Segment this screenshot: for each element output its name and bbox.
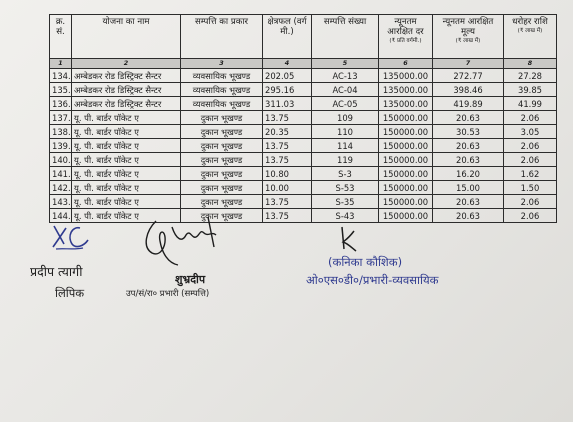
- scheme-name-cell: अम्बेडकर रोड डिस्ट्रिक्ट सैन्टर: [72, 83, 181, 97]
- property-type-cell: दुकान भूखण्ड: [181, 167, 263, 181]
- earnest-money-cell: 1.50: [504, 181, 557, 195]
- property-incharge-name: शुभ्रदीप: [175, 273, 206, 286]
- area-cell: 13.75: [263, 111, 312, 125]
- reserve-rate-cell: 135000.00: [379, 69, 433, 83]
- property-number-cell: 114: [312, 139, 379, 153]
- header-row: [50, 15, 557, 59]
- property-number-cell: AC-05: [312, 97, 379, 111]
- header-serial-no: [50, 15, 72, 59]
- earnest-money-cell: 3.05: [504, 125, 557, 139]
- header-area-label: क्षेत्रफल (वर्ग मी.): [267, 17, 307, 37]
- scheme-name-cell: यू. पी. बार्डर पॉकेट ए: [72, 125, 181, 139]
- table-row: [50, 209, 557, 223]
- header-min-reserve-value-label: न्यूनतम आरक्षित मूल्य: [442, 17, 494, 37]
- area-cell: 13.75: [263, 139, 312, 153]
- header-min-reserve-value: [433, 15, 504, 59]
- reserve-value-cell: 30.53: [433, 125, 504, 139]
- header-earnest-money: [504, 15, 557, 59]
- serial-no-cell: 144.: [50, 209, 72, 223]
- table-row: [50, 125, 557, 139]
- earnest-money-cell: 2.06: [504, 139, 557, 153]
- serial-no-cell: 134.: [50, 69, 72, 83]
- header-min-reserve-value-unit: (₹ लाख में): [455, 38, 481, 44]
- scheme-name-cell: यू. पी. बार्डर पॉकेट ए: [72, 195, 181, 209]
- column-number: 4: [263, 59, 312, 69]
- property-type-cell: दुकान भूखण्ड: [181, 209, 263, 223]
- table-row: [50, 83, 557, 97]
- reserve-value-cell: 20.63: [433, 111, 504, 125]
- header-property-type: [181, 15, 263, 59]
- column-number: 8: [504, 59, 557, 69]
- column-number: 6: [379, 59, 433, 69]
- area-cell: 13.75: [263, 153, 312, 167]
- header-serial-no-label: क्र. सं.: [55, 17, 66, 37]
- property-type-cell: दुकान भूखण्ड: [181, 139, 263, 153]
- header-scheme-name-label: योजना का नाम: [102, 17, 150, 27]
- earnest-money-cell: 2.06: [504, 153, 557, 167]
- property-number-cell: S-35: [312, 195, 379, 209]
- earnest-money-cell: 39.85: [504, 83, 557, 97]
- scheme-name-cell: यू. पी. बार्डर पॉकेट ए: [72, 209, 181, 223]
- serial-no-cell: 142.: [50, 181, 72, 195]
- scheme-name-cell: अम्बेडकर रोड डिस्ट्रिक्ट सैन्टर: [72, 97, 181, 111]
- property-number-cell: 110: [312, 125, 379, 139]
- table-row: [50, 195, 557, 209]
- reserve-value-cell: 15.00: [433, 181, 504, 195]
- property-type-cell: व्यवसायिक भूखण्ड: [181, 69, 263, 83]
- scheme-name-cell: यू. पी. बार्डर पॉकेट ए: [72, 111, 181, 125]
- property-number-cell: AC-04: [312, 83, 379, 97]
- property-type-cell: व्यवसायिक भूखण्ड: [181, 97, 263, 111]
- column-number: 7: [433, 59, 504, 69]
- reserve-rate-cell: 150000.00: [379, 153, 433, 167]
- reserve-value-cell: 16.20: [433, 167, 504, 181]
- reserve-rate-cell: 150000.00: [379, 181, 433, 195]
- reserve-value-cell: 20.63: [433, 139, 504, 153]
- osd-signature-mark: [332, 225, 362, 253]
- scheme-name-cell: यू. पी. बार्डर पॉकेट ए: [72, 167, 181, 181]
- property-number-cell: S-43: [312, 209, 379, 223]
- area-cell: 311.03: [263, 97, 312, 111]
- reserve-rate-cell: 150000.00: [379, 209, 433, 223]
- property-type-cell: व्यवसायिक भूखण्ड: [181, 83, 263, 97]
- table-row: [50, 167, 557, 181]
- scheme-name-cell: यू. पी. बार्डर पॉकेट ए: [72, 153, 181, 167]
- reserve-value-cell: 20.63: [433, 209, 504, 223]
- property-number-cell: 119: [312, 153, 379, 167]
- property-incharge-signature: [138, 213, 228, 273]
- serial-no-cell: 143.: [50, 195, 72, 209]
- reserve-rate-cell: 150000.00: [379, 167, 433, 181]
- table-row: [50, 181, 557, 195]
- header-property-number: [312, 15, 379, 59]
- column-number-row: [50, 59, 557, 69]
- column-number: 5: [312, 59, 379, 69]
- header-property-type-label: सम्पत्ति का प्रकार: [194, 17, 249, 27]
- serial-no-cell: 138.: [50, 125, 72, 139]
- osd-name: (कनिका कौशिक): [328, 255, 403, 269]
- header-earnest-money-unit: (₹ लाख में): [517, 28, 543, 34]
- table-row: [50, 69, 557, 83]
- earnest-money-cell: 2.06: [504, 195, 557, 209]
- reserve-value-cell: 419.89: [433, 97, 504, 111]
- header-min-reserve-rate-unit: (₹ प्रति वर्गमी.): [389, 38, 422, 44]
- clerk-role: लिपिक: [55, 286, 85, 300]
- column-number: 3: [181, 59, 263, 69]
- scheme-name-cell: यू. पी. बार्डर पॉकेट ए: [72, 181, 181, 195]
- area-cell: 202.05: [263, 69, 312, 83]
- serial-no-cell: 136.: [50, 97, 72, 111]
- property-number-cell: 109: [312, 111, 379, 125]
- column-number: 2: [72, 59, 181, 69]
- earnest-money-cell: 1.62: [504, 167, 557, 181]
- serial-no-cell: 135.: [50, 83, 72, 97]
- area-cell: 13.75: [263, 209, 312, 223]
- reserve-value-cell: 272.77: [433, 69, 504, 83]
- header-property-number-label: सम्पत्ति संख्या: [323, 17, 367, 27]
- property-number-cell: S-3: [312, 167, 379, 181]
- area-cell: 295.16: [263, 83, 312, 97]
- reserve-rate-cell: 135000.00: [379, 83, 433, 97]
- header-earnest-money-label: धरोहर राशि: [512, 17, 548, 27]
- area-cell: 20.35: [263, 125, 312, 139]
- serial-no-cell: 140.: [50, 153, 72, 167]
- earnest-money-cell: 2.06: [504, 209, 557, 223]
- reserve-rate-cell: 135000.00: [379, 97, 433, 111]
- reserve-rate-cell: 150000.00: [379, 111, 433, 125]
- scheme-name-cell: यू. पी. बार्डर पॉकेट ए: [72, 139, 181, 153]
- table-row: [50, 139, 557, 153]
- header-scheme-name: [72, 15, 181, 59]
- earnest-money-cell: 2.06: [504, 111, 557, 125]
- reserve-value-cell: 398.46: [433, 83, 504, 97]
- property-type-cell: दुकान भूखण्ड: [181, 153, 263, 167]
- reserve-value-cell: 20.63: [433, 153, 504, 167]
- area-cell: 10.00: [263, 181, 312, 195]
- serial-no-cell: 137.: [50, 111, 72, 125]
- earnest-money-cell: 27.28: [504, 69, 557, 83]
- reserve-rate-cell: 150000.00: [379, 139, 433, 153]
- header-min-reserve-rate: [379, 15, 433, 59]
- property-number-cell: AC-13: [312, 69, 379, 83]
- reserve-value-cell: 20.63: [433, 195, 504, 209]
- table-row: [50, 111, 557, 125]
- clerk-signature-mark: [50, 222, 92, 252]
- clerk-name: प्रदीप त्यागी: [30, 264, 83, 279]
- property-auction-table: [49, 14, 557, 223]
- header-min-reserve-rate-label: न्यूनतम आरक्षित दर: [387, 17, 424, 37]
- property-type-cell: दुकान भूखण्ड: [181, 125, 263, 139]
- area-cell: 13.75: [263, 195, 312, 209]
- scheme-name-cell: अम्बेडकर रोड डिस्ट्रिक्ट सैन्टर: [72, 69, 181, 83]
- property-number-cell: S-53: [312, 181, 379, 195]
- table-row: [50, 153, 557, 167]
- reserve-rate-cell: 150000.00: [379, 125, 433, 139]
- reserve-rate-cell: 150000.00: [379, 195, 433, 209]
- table-row: [50, 97, 557, 111]
- column-number: 1: [50, 59, 72, 69]
- property-type-cell: दुकान भूखण्ड: [181, 181, 263, 195]
- property-type-cell: दुकान भूखण्ड: [181, 195, 263, 209]
- area-cell: 10.80: [263, 167, 312, 181]
- serial-no-cell: 139.: [50, 139, 72, 153]
- header-area: [263, 15, 312, 59]
- serial-no-cell: 141.: [50, 167, 72, 181]
- property-incharge-role: उप/सं/रा० प्रभारी (सम्पत्ति): [126, 289, 210, 299]
- property-type-cell: दुकान भूखण्ड: [181, 111, 263, 125]
- earnest-money-cell: 41.99: [504, 97, 557, 111]
- osd-role: ओ०एस०डी०/प्रभारी-व्यवसायिक: [306, 273, 439, 287]
